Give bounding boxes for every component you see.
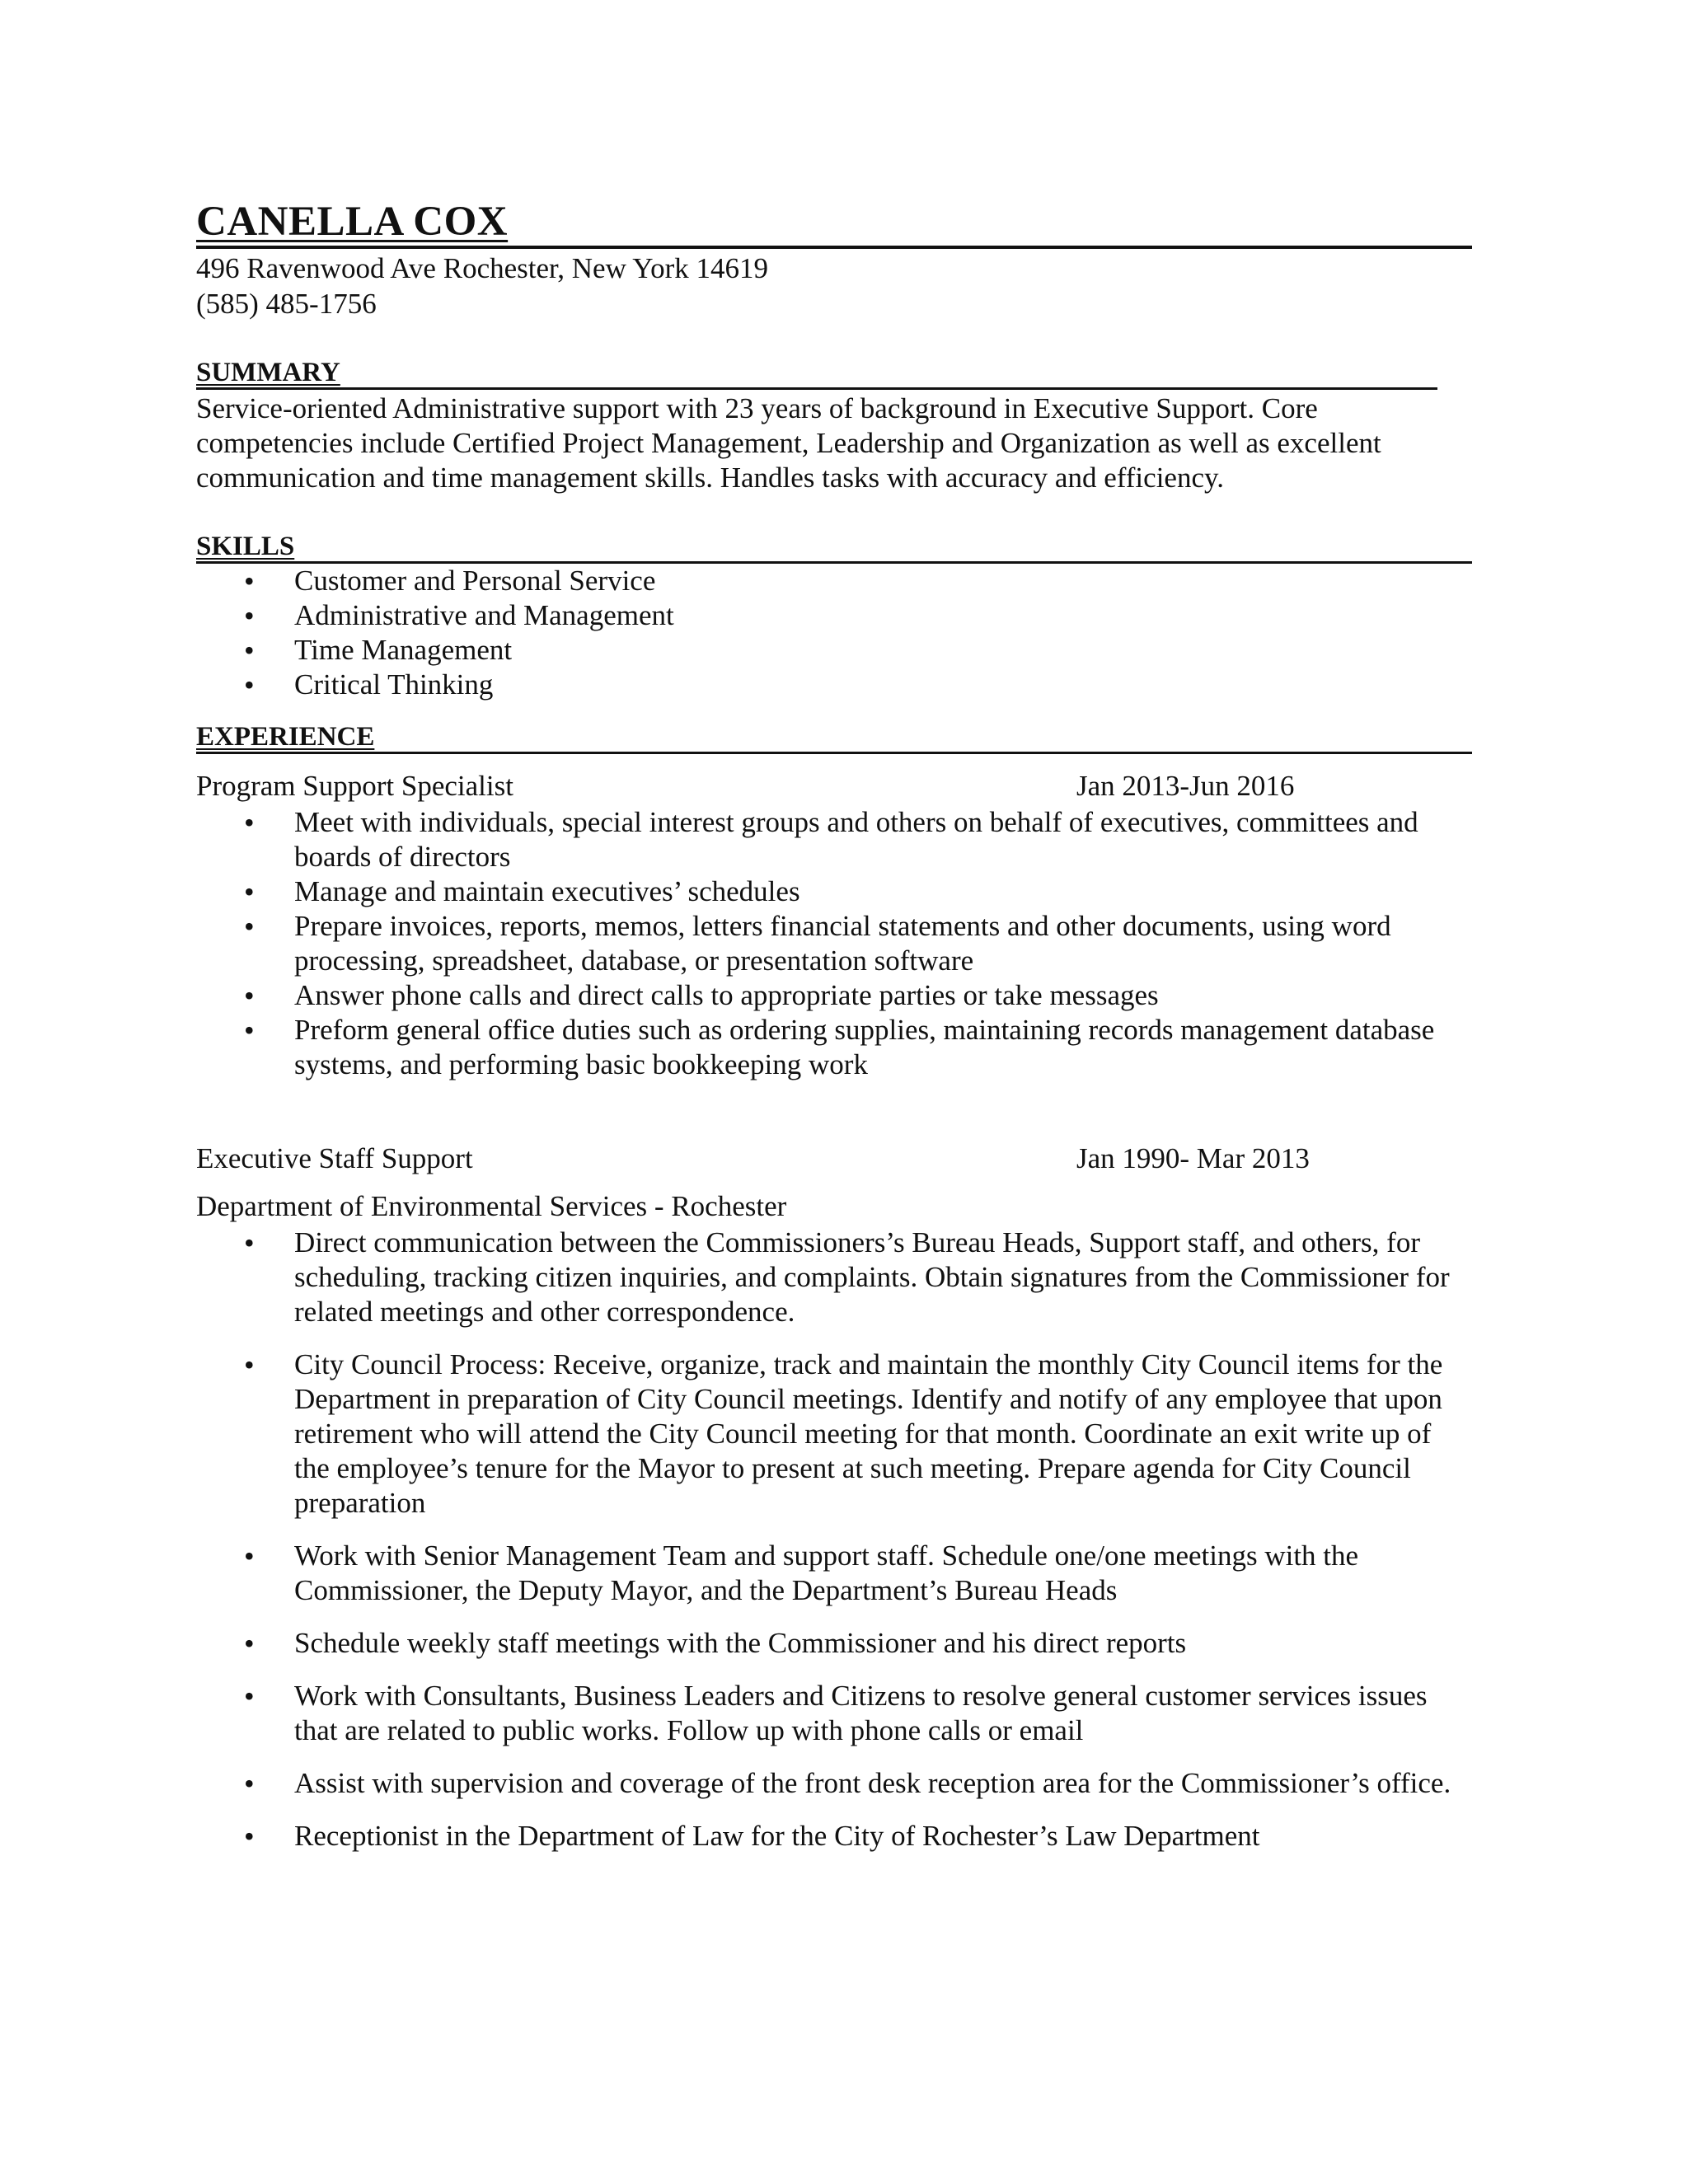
skills-heading-rule (196, 528, 1472, 564)
skills-heading: SKILLS (196, 532, 295, 561)
summary-heading: SUMMARY (196, 358, 340, 387)
phone-number: (585) 485-1756 (196, 288, 377, 320)
job-duty: • Assist with supervision and coverage of the front desk reception area for the Commissioner’s office. (196, 1766, 1472, 1801)
job-duty: • City Council Process: Receive, organize, track and maintain the monthly City Council items for the Department in preparation of City Council meetings. Identify and notify of any employee that upon retirement who will attend the City Council meeting for that month. Coordinate an exit write up of the employee’s tenure for the Mayor to present at such meeting. Prepare agenda for City Council preparation (196, 1347, 1472, 1521)
job-duties-list (196, 805, 1472, 1082)
job-duties-list (196, 1226, 1472, 1854)
candidate-name: CANELLA COX (196, 199, 509, 245)
skills-list (196, 564, 1472, 702)
job-entry (196, 1140, 1472, 1854)
job-entry (196, 767, 1472, 1082)
job-dates: Jan 2013-Jun 2016 (1076, 770, 1295, 802)
contact-info (196, 251, 1472, 321)
job-duty: • Answer phone calls and direct calls to appropriate parties or take messages (196, 978, 1472, 1013)
job-header (196, 767, 1472, 805)
job-duty: • Prepare invoices, reports, memos, letters financial statements and other documents, using word processing, spreadsheet, database, or presentation software (196, 909, 1472, 978)
job-department: Department of Environmental Services - Rochester (196, 1190, 787, 1222)
experience-heading: EXPERIENCE (196, 722, 375, 752)
skill-item: • Customer and Personal Service (196, 564, 1472, 598)
address: 496 Ravenwood Ave Rochester, New York 14619 (196, 252, 768, 284)
job-duty: • Receptionist in the Department of Law for the City of Rochester’s Law Department (196, 1819, 1472, 1854)
job-duty: • Schedule weekly staff meetings with the Commissioner and his direct reports (196, 1626, 1472, 1661)
job-duty: • Direct communication between the Commissioners’s Bureau Heads, Support staff, and others, for scheduling, tracking citizen inquiries, and complaints. Obtain signatures from the Commissioner for related meetings and other correspondence. (196, 1226, 1472, 1329)
skill-item: • Administrative and Management (196, 598, 1472, 633)
job-duty: • Work with Senior Management Team and support staff. Schedule one/one meetings with the Commissioner, the Deputy Mayor, and the Department’s Bureau Heads (196, 1539, 1472, 1608)
job-title: Program Support Specialist (196, 770, 513, 802)
summary-section (196, 354, 1472, 495)
resume-content (196, 198, 1472, 1854)
job-duty: • Meet with individuals, special interest groups and others on behalf of executives, committees and boards of directors (196, 805, 1472, 874)
experience-heading-rule (196, 719, 1472, 754)
skill-item: • Critical Thinking (196, 668, 1472, 702)
summary-heading-rule (196, 354, 1437, 390)
skill-item: • Time Management (196, 633, 1472, 668)
job-dates: Jan 1990- Mar 2013 (1076, 1142, 1310, 1174)
experience-section (196, 719, 1472, 1854)
job-duty: • Preform general office duties such as ordering supplies, maintaining records management database systems, and performing basic bookkeeping work (196, 1013, 1472, 1082)
job-duty: • Manage and maintain executives’ schedules (196, 874, 1472, 909)
summary-text: Service-oriented Administrative support with 23 years of background in Executive Support. Core competencies include Certified Project Management, Leadership and Organization as well as excellent communication and time management skills. Handles tasks with accuracy and efficiency. (196, 392, 1381, 494)
job-header (196, 1140, 1472, 1178)
skills-section (196, 528, 1472, 702)
name-header (196, 198, 1472, 249)
job-title: Executive Staff Support (196, 1142, 473, 1174)
job-duty: • Work with Consultants, Business Leaders and Citizens to resolve general customer services issues that are related to public works. Follow up with phone calls or email (196, 1679, 1472, 1748)
